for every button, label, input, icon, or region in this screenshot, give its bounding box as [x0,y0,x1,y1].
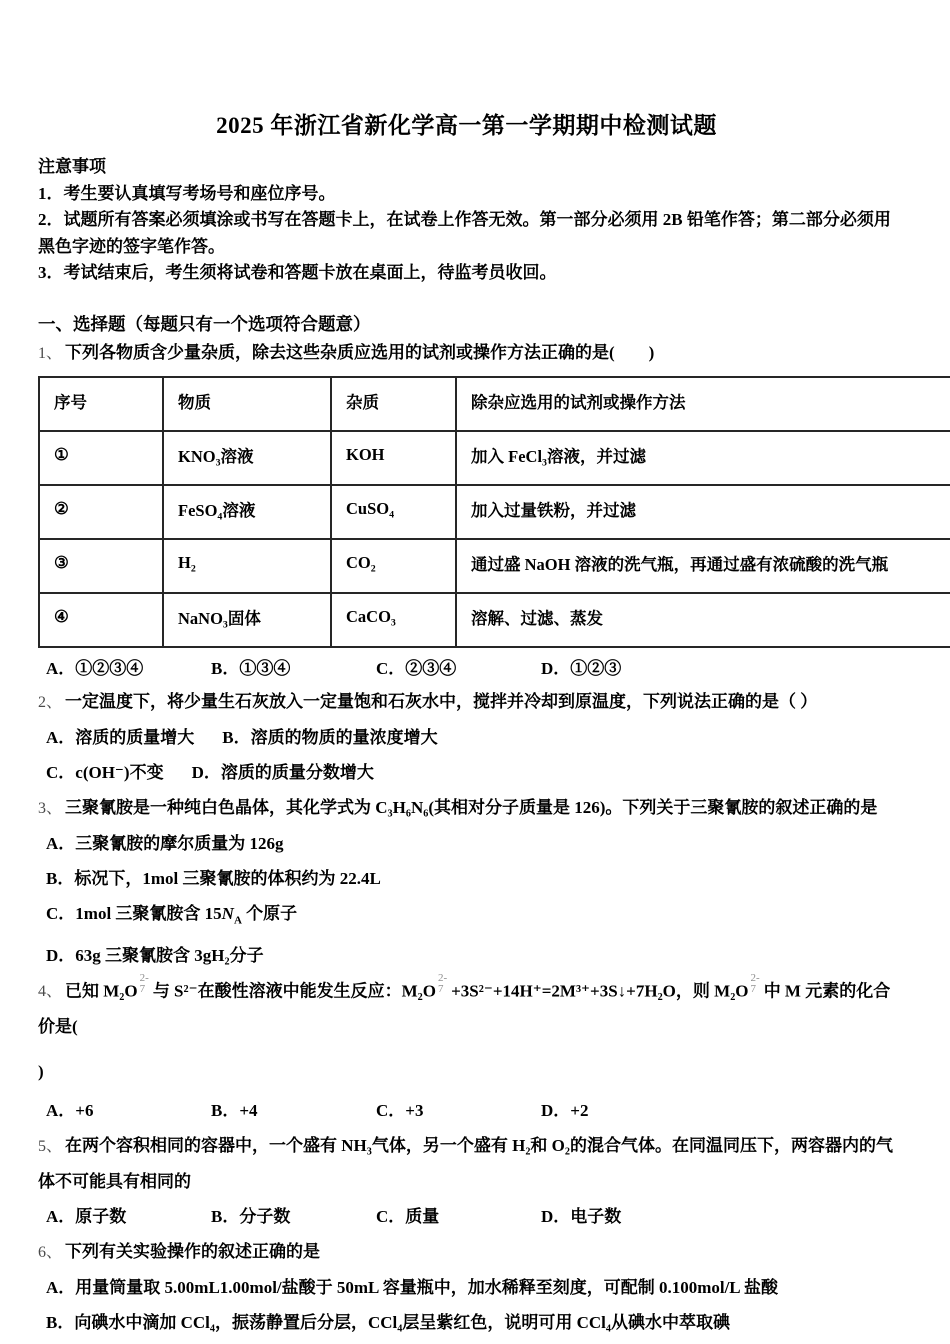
question-6-option-a: A．用量筒量取 5.00mL1.00mol/盐酸于 50mL 容量瓶中，加水稀释至刻度，可配制 0.100mol/L 盐酸 [46,1278,778,1298]
table-cell: CaCO₃ [331,593,456,647]
option-c: C．质量 [376,1207,440,1227]
option-c: C．c(OH⁻)不变 [46,762,164,782]
table-cell: NaNO₃固体 [163,593,331,647]
section-heading: 一、选择题（每题只有一个选项符合题意） [38,313,371,334]
table-cell: CuSO₄ [331,485,456,539]
table-cell: KNO₃溶液 [163,431,331,485]
question-3-option-b: B．标况下，1mol 三聚氰胺的体积约为 22.4L [46,868,381,888]
question-2-text: 一定温度下，将少量生石灰放入一定量饱和石灰水中，搅拌并冷却到原温度，下列说法正确的是（ ） [65,691,818,711]
option-d: D．溶质的质量分数增大 [191,762,374,782]
option-d: D．电子数 [541,1207,622,1227]
table-row [39,593,950,647]
table-header-cell: 除杂应选用的试剂或操作方法 [456,377,950,431]
option-c: C．②③④ [376,658,457,678]
option-c-pre: C．1mol 三聚氰胺含 15 [46,903,222,923]
ion-charge-stack [438,973,447,996]
question-4-close-paren: ) [38,1062,44,1082]
option-c-post: 个原子 [246,903,298,923]
option-d: D．+2 [541,1101,589,1121]
notice-item: 2．试题所有答案必须填涂或书写在答题卡上，在试卷上作答无效。第一部分必须用 2B 铅笔作答；第二部分必须用黑色字迹的签字笔作答。 [38,210,891,256]
question-4 [38,973,895,1044]
question-5 [38,1128,895,1199]
question-1 [38,339,895,368]
superscript-charge: 2- [139,971,149,984]
avogadro-subscript: A [233,913,242,926]
option-b: B．①③④ [211,658,291,678]
option-b: B．分子数 [211,1207,291,1227]
table-cell: ② [39,485,163,539]
table-cell: KOH [331,431,456,485]
question-3-number: 3、 [38,799,63,817]
question-2 [38,684,895,720]
option-b: B．溶质的物质的量浓度增大 [222,727,438,747]
table-cell: H₂ [163,539,331,593]
table-cell: 溶解、过滤、蒸发 [456,593,950,647]
option-a: A．①②③④ [46,658,144,678]
question-2-options-ab [38,720,895,755]
subscript-count: 7 [437,983,444,996]
table-cell: 通过盛 NaOH 溶液的洗气瓶，再通过盛有浓硫酸的洗气瓶 [456,539,950,593]
table-cell: ① [39,431,163,485]
notice-heading: 注意事项 [38,157,106,176]
table-row [39,431,950,485]
option-c: C．+3 [376,1101,424,1121]
table-header-row [39,377,950,431]
question-3-option-d: D．63g 三聚氰胺含 3gH₂分子 [46,945,264,965]
page-title: 2025 年浙江省新化学高一第一学期期中检测试题 [216,113,717,138]
question-4-number: 4、 [38,983,63,1001]
table-header-cell: 物质 [163,377,331,431]
table-cell: ③ [39,539,163,593]
option-a: A．原子数 [46,1207,127,1227]
avogadro-symbol: N [221,903,234,923]
ion-charge-stack [751,973,760,996]
notice-section [38,154,895,287]
superscript-charge: 2- [750,971,760,984]
question-4-options [38,1093,895,1128]
notice-item: 3．考试结束后，考生须将试卷和答题卡放在桌面上，待监考员收回。 [38,263,557,282]
question-3-option-a: A．三聚氰胺的摩尔质量为 126g [46,833,284,853]
question-5-text: 在两个容积相同的容器中，一个盛有 NH₃气体，另一个盛有 H₂和 O₂的混合气体。在同温同压下，两容器内的气体不可能具有相同的 [38,1136,893,1192]
q1-purification-table [38,376,950,648]
question-3-option-c [38,896,895,938]
table-cell: 加入过量铁粉，并过滤 [456,485,950,539]
question-4-seg2: 与 S²⁻在酸性溶液中能发生反应：M₂O [152,981,436,1001]
question-3-text: 三聚氰胺是一种纯白色晶体，其化学式为 C₃H₆N₆(其相对分子质量是 126)。下列关于三聚氰胺的叙述正确的是 [65,797,878,817]
question-6 [38,1234,895,1270]
table-header-cell: 序号 [39,377,163,431]
superscript-charge: 2- [437,971,448,984]
table-cell: FeSO₄溶液 [163,485,331,539]
table-header-cell: 杂质 [331,377,456,431]
table-row [39,485,950,539]
option-a: A．溶质的质量增大 [46,727,195,747]
question-4-seg4: 中 M 元素的化合价是( [38,981,891,1037]
subscript-count: 7 [139,983,146,996]
question-2-options-cd [38,755,895,790]
question-1-options [38,654,895,684]
table-cell: ④ [39,593,163,647]
question-5-options [38,1199,895,1234]
question-3 [38,790,895,826]
question-1-text: 下列各物质含少量杂质，除去这些杂质应选用的试剂或操作方法正确的是( ) [65,342,655,362]
option-a: A．+6 [46,1101,94,1121]
question-4-seg1: 已知 M₂O [65,981,138,1001]
question-5-number: 5、 [38,1138,63,1156]
table-cell: CO₂ [331,539,456,593]
ion-charge-stack [140,973,149,996]
subscript-count: 7 [750,983,757,996]
question-6-text: 下列有关实验操作的叙述正确的是 [65,1242,321,1262]
question-6-number: 6、 [38,1244,63,1262]
table-row [39,539,950,593]
option-b: B．+4 [211,1101,258,1121]
question-2-number: 2、 [38,693,63,711]
question-1-number: 1、 [38,344,63,362]
option-d: D．①②③ [541,658,622,678]
notice-item: 1．考生要认真填写考场号和座位序号。 [38,183,336,203]
table-cell: 加入 FeCl₃溶液，并过滤 [456,431,950,485]
question-6-option-b: B．向碘水中滴加 CCl₄，振荡静置后分层，CCl₄层呈紫红色，说明可用 CCl₄从碘水中萃取碘 [46,1313,730,1333]
question-4-seg3: +3S²⁻+14H⁺=2M³⁺+3S↓+7H₂O，则 M₂O [451,981,749,1001]
